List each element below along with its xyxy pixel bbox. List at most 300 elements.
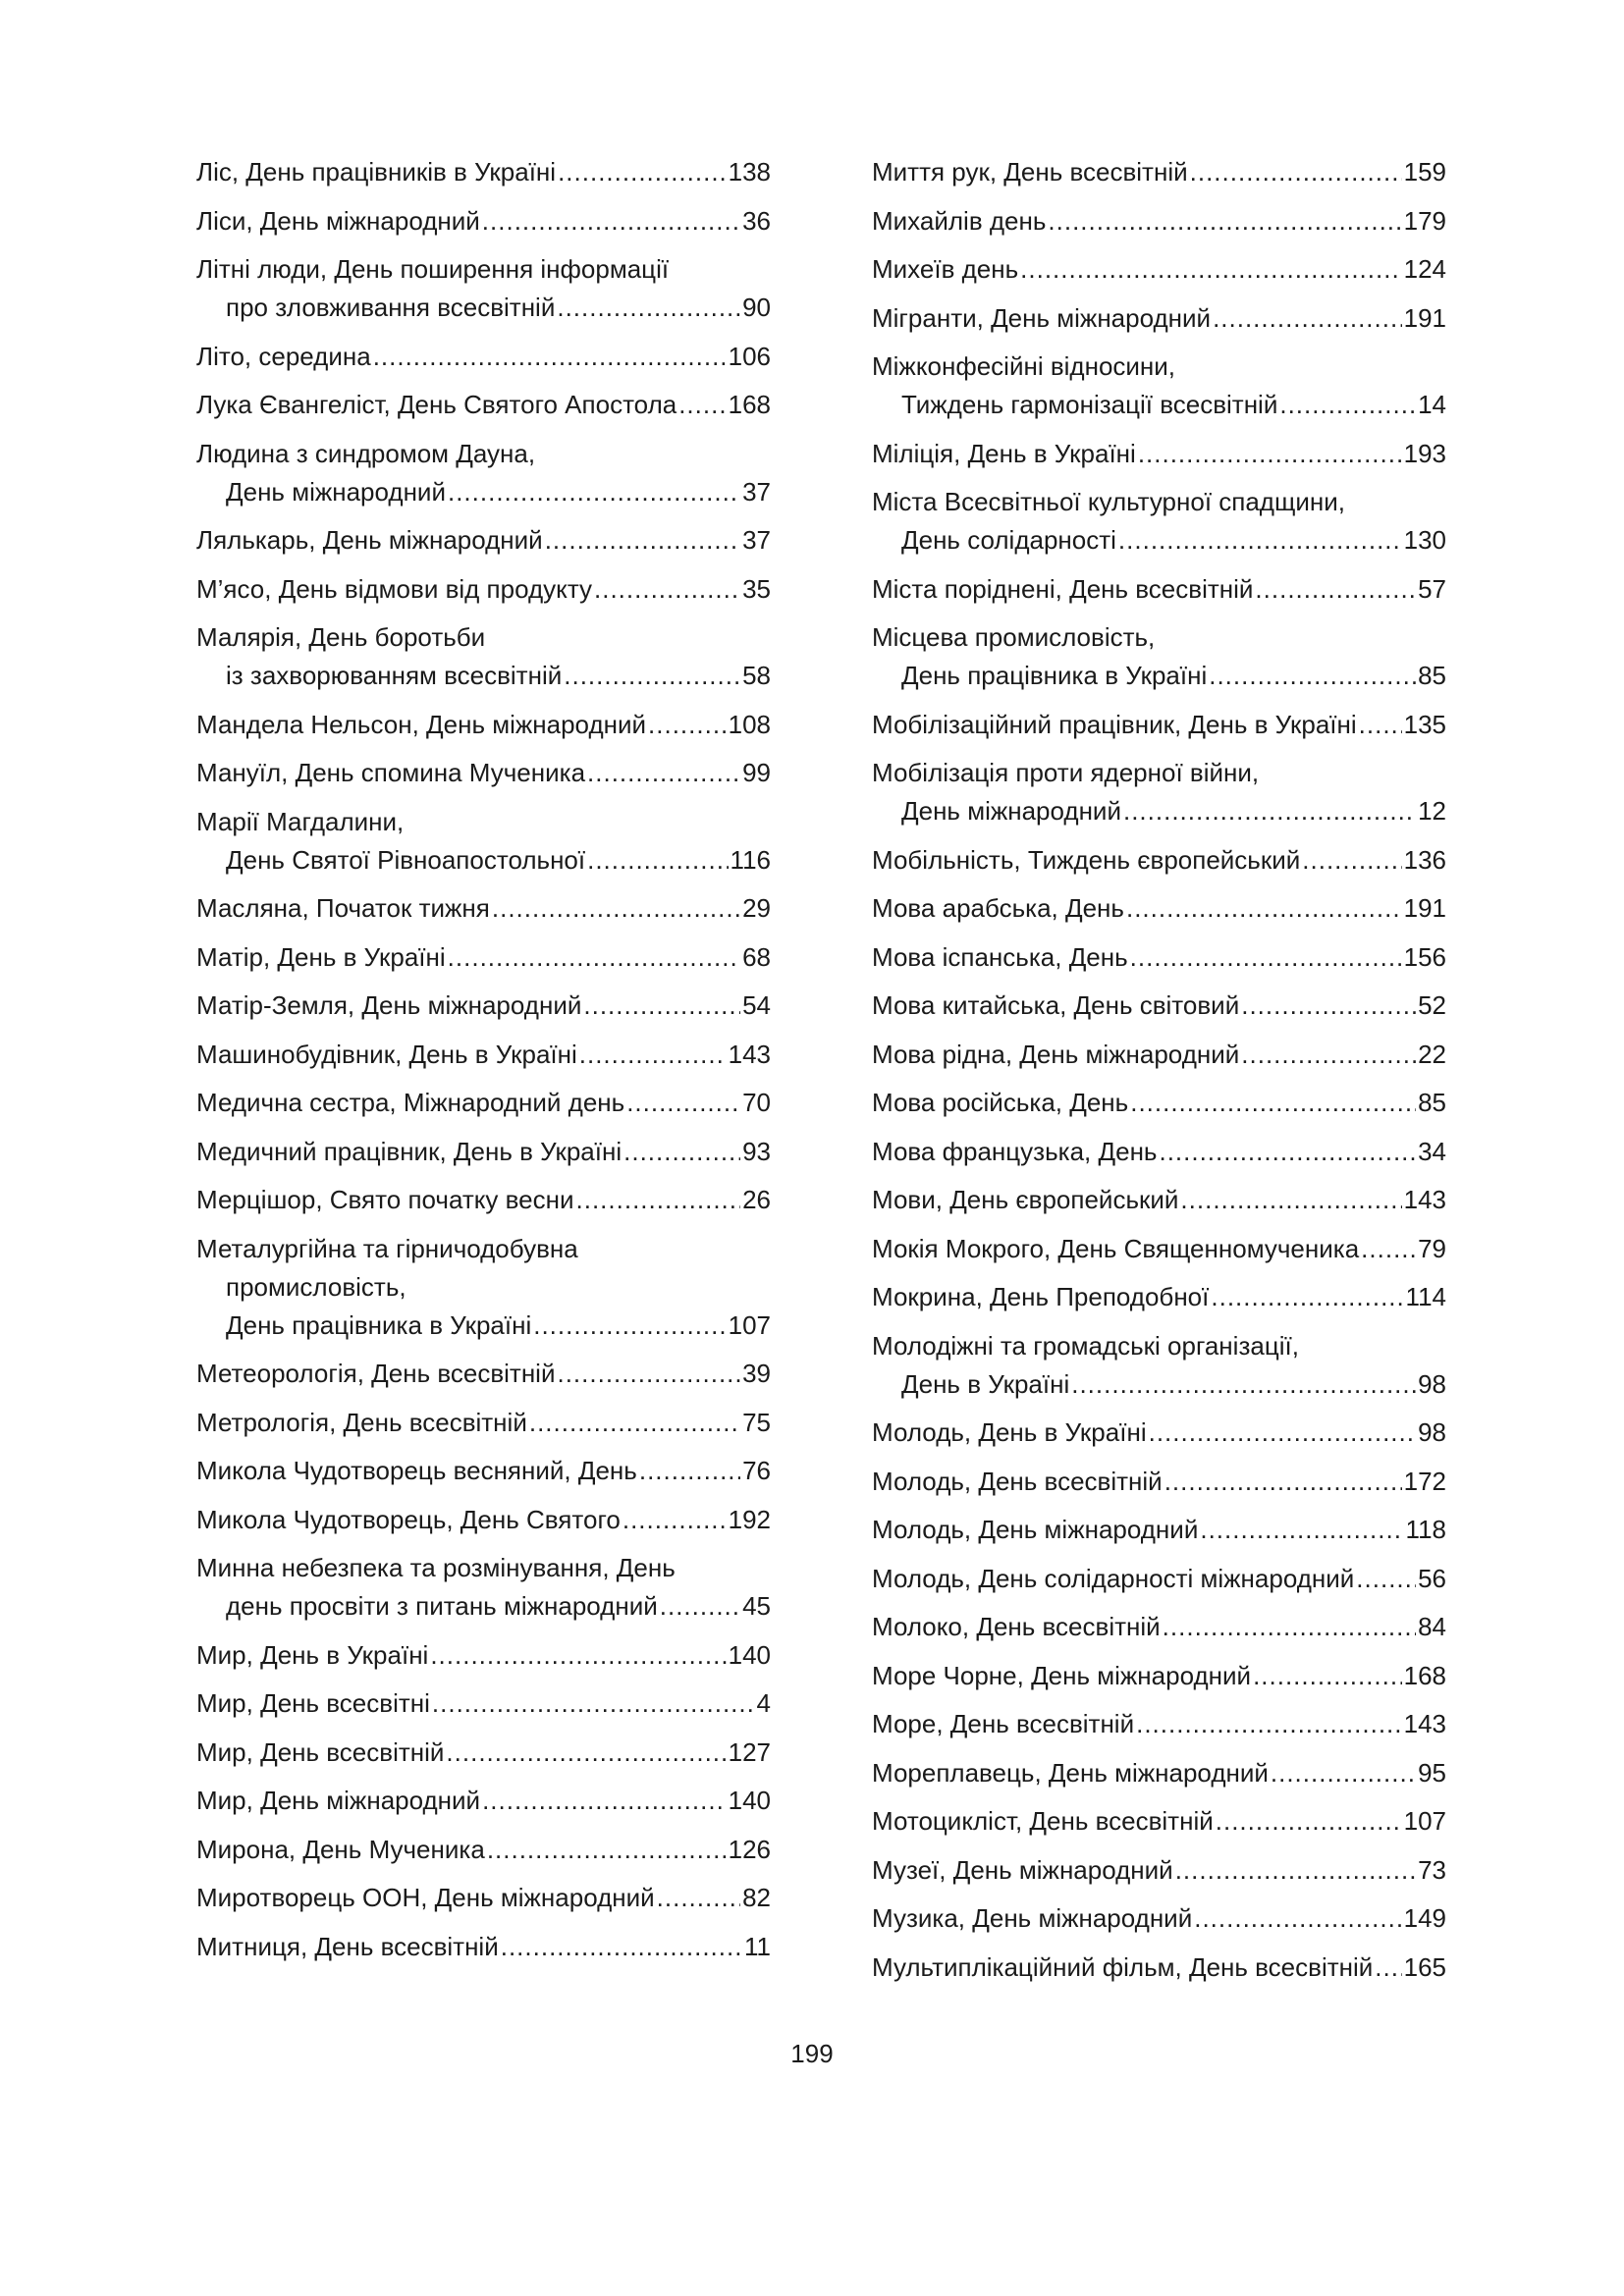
dot-leader — [587, 754, 740, 792]
entry-term: Мирона, День Мученика — [196, 1834, 485, 1864]
entry-last-line — [872, 792, 1446, 830]
entry-last-line — [872, 1414, 1446, 1452]
dot-leader — [430, 1636, 726, 1675]
entry-last-line — [872, 1084, 1446, 1122]
entry-term: Мова арабська, День — [872, 893, 1124, 923]
index-entry — [872, 1608, 1446, 1646]
entry-term: Микола Чудотворець весняний, День — [196, 1456, 637, 1485]
index-entry — [872, 1511, 1446, 1549]
index-entry — [196, 1084, 771, 1122]
entry-page-number: 98 — [1418, 1368, 1446, 1399]
entry-last-line — [196, 1036, 771, 1074]
entry-term: Машинобудівник, День в Україні — [196, 1039, 577, 1069]
entry-page-number: 39 — [742, 1359, 771, 1388]
dot-leader — [529, 1404, 740, 1442]
entry-term-line: Минна небезпека та розмінування, День — [196, 1553, 676, 1582]
entry-page-number: 37 — [742, 476, 771, 507]
entry-last-line — [196, 1181, 771, 1219]
entry-term: Миротворець ООН, День міжнародний — [196, 1883, 655, 1912]
entry-page-number: 124 — [1403, 254, 1446, 284]
index-entry — [196, 1181, 771, 1219]
entry-term: Лука Євангеліст, День Святого Апостола — [196, 390, 677, 419]
entry-term: Миття рук, День всесвітній — [872, 157, 1188, 187]
dot-leader — [594, 570, 740, 609]
index-entry — [196, 706, 771, 744]
index-entry — [196, 1230, 771, 1345]
index-entry — [196, 938, 771, 977]
dot-leader — [448, 473, 740, 511]
entry-page-number: 106 — [728, 341, 771, 371]
entry-last-line — [872, 1133, 1446, 1171]
dot-leader — [1255, 570, 1416, 609]
entry-last-line — [872, 1899, 1446, 1938]
index-entry — [196, 1684, 771, 1723]
entry-last-line — [196, 1928, 771, 1966]
entry-term: Микола Чудотворець, День Святого — [196, 1504, 621, 1534]
dot-leader — [1123, 792, 1416, 830]
entry-last-line — [872, 1463, 1446, 1501]
entry-page-number: 29 — [742, 893, 771, 923]
index-entry — [196, 250, 771, 327]
entry-term-line: Літні люди, День поширення інформації — [196, 254, 670, 284]
dot-leader — [1138, 435, 1402, 473]
entry-page-number: 114 — [1405, 1282, 1446, 1311]
entry-page-number: 57 — [1418, 573, 1446, 604]
entry-page-number: 172 — [1403, 1466, 1446, 1496]
entry-term: Тиждень гармонізації всесвітній — [901, 390, 1278, 419]
entry-term: день просвіти з питань міжнародний — [226, 1591, 658, 1621]
dot-leader — [1213, 299, 1402, 338]
entry-term: Медичний працівник, День в Україні — [196, 1136, 623, 1166]
index-entry — [872, 1949, 1446, 1987]
entry-term: День міжнародний — [226, 476, 446, 507]
entry-last-line — [196, 1636, 771, 1675]
entry-page-number: 108 — [728, 709, 771, 739]
entry-page-number: 99 — [742, 758, 771, 787]
entry-term: День в Україні — [901, 1368, 1070, 1399]
entry-term: Мир, День міжнародний — [196, 1786, 481, 1815]
entry-last-line — [872, 841, 1446, 880]
index-entry — [196, 386, 771, 424]
dot-leader — [623, 1133, 740, 1171]
entry-page-number: 35 — [742, 573, 771, 604]
dot-leader — [446, 1734, 726, 1772]
entry-last-line — [196, 1452, 771, 1490]
entry-page-number: 11 — [744, 1931, 771, 1961]
dot-leader — [1149, 1414, 1416, 1452]
dot-leader — [1359, 706, 1402, 744]
entry-last-line — [196, 1355, 771, 1393]
entry-term: Мобілізаційний працівник, День в Україні — [872, 709, 1357, 739]
entry-page-number: 143 — [1403, 1709, 1446, 1738]
entry-term-line: Місцева промисловість, — [872, 622, 1156, 652]
index-entry — [872, 938, 1446, 977]
entry-last-line — [872, 1230, 1446, 1268]
entry-term: Михайлів день — [872, 205, 1047, 236]
entry-last-line — [872, 153, 1446, 191]
entry-last-line — [196, 706, 771, 744]
entry-last-line — [872, 1608, 1446, 1646]
index-entry — [196, 202, 771, 240]
index-entry — [196, 618, 771, 695]
entry-last-line — [872, 250, 1446, 289]
entry-term: Мотоцикліст, День всесвітній — [872, 1806, 1214, 1836]
entry-term: із захворюванням всесвітній — [226, 661, 563, 690]
entry-term: Море Чорне, День міжнародний — [872, 1660, 1252, 1690]
entry-page-number: 76 — [742, 1456, 771, 1485]
dot-leader — [1209, 657, 1416, 695]
index-entry — [872, 1851, 1446, 1890]
index-entry — [872, 202, 1446, 240]
entry-last-line — [196, 386, 771, 424]
entry-last-line — [196, 754, 771, 792]
entry-page-number: 22 — [1418, 1039, 1446, 1069]
entry-term: Літо, середина — [196, 341, 371, 371]
index-entry — [872, 1705, 1446, 1743]
entry-last-line — [872, 1705, 1446, 1743]
dot-leader — [1020, 250, 1401, 289]
entry-term: Молодь, День міжнародний — [872, 1515, 1199, 1544]
entry-term: Ліси, День міжнародний — [196, 205, 480, 236]
entry-last-line — [872, 570, 1446, 609]
entry-term: Мігранти, День міжнародний — [872, 302, 1212, 333]
entry-term: Музика, День міжнародний — [872, 1903, 1193, 1933]
dot-leader — [626, 1084, 740, 1122]
entry-term: Лялькарь, День міжнародний — [196, 525, 543, 555]
dot-leader — [501, 1928, 742, 1966]
entry-term: Молоко, День всесвітній — [872, 1612, 1161, 1641]
index-entry — [872, 299, 1446, 338]
dot-leader — [1164, 1463, 1402, 1501]
dot-leader — [1271, 1754, 1416, 1792]
entry-page-number: 140 — [728, 1639, 771, 1670]
entry-page-number: 179 — [1403, 205, 1446, 236]
entry-page-number: 82 — [742, 1883, 771, 1912]
entry-term-line: Малярія, День боротьби — [196, 622, 486, 652]
entry-last-line — [196, 1133, 771, 1171]
entry-last-line — [872, 1802, 1446, 1841]
entry-page-number: 140 — [728, 1786, 771, 1815]
entry-page-number: 156 — [1403, 941, 1446, 972]
index-entry — [196, 1928, 771, 1966]
entry-page-number: 126 — [728, 1834, 771, 1864]
index-entry — [872, 570, 1446, 609]
entry-last-line — [196, 521, 771, 560]
entry-term: Михеїв день — [872, 254, 1019, 284]
entry-page-number: 136 — [1403, 844, 1446, 875]
entry-page-number: 70 — [742, 1088, 771, 1117]
dot-leader — [579, 1036, 727, 1074]
index-entry — [196, 521, 771, 560]
entry-page-number: 85 — [1418, 661, 1446, 690]
dot-leader — [1130, 1084, 1416, 1122]
entry-last-line — [196, 1734, 771, 1772]
entry-page-number: 107 — [1403, 1806, 1446, 1836]
dot-leader — [587, 841, 728, 880]
dot-leader — [545, 521, 740, 560]
entry-last-line — [196, 473, 771, 511]
entry-term: Мова французька, День — [872, 1136, 1158, 1166]
entry-term: Ліс, День працівників в Україні — [196, 157, 557, 187]
entry-term: Море, День всесвітній — [872, 1709, 1135, 1738]
entry-page-number: 34 — [1418, 1136, 1446, 1166]
entry-last-line — [196, 1782, 771, 1820]
index-entry — [196, 435, 771, 511]
entry-last-line — [196, 841, 771, 880]
entry-term: Мова російська, День — [872, 1088, 1129, 1117]
entry-last-line — [872, 1560, 1446, 1598]
entry-last-line — [196, 1831, 771, 1869]
entry-term: Міліція, День в Україні — [872, 438, 1136, 468]
entry-page-number: 130 — [1403, 525, 1446, 555]
index-entry — [872, 435, 1446, 473]
entry-term-line: Міжконфесійні відносини, — [872, 351, 1176, 381]
entry-page-number: 165 — [1403, 1951, 1446, 1982]
index-entry — [872, 1802, 1446, 1841]
index-entry — [872, 1754, 1446, 1792]
entry-last-line — [196, 1307, 771, 1345]
dot-leader — [1190, 153, 1402, 191]
entry-last-line — [872, 1278, 1446, 1316]
entry-page-number: 118 — [1405, 1515, 1446, 1544]
dot-leader — [1241, 1036, 1416, 1074]
entry-last-line — [872, 202, 1446, 240]
dot-leader — [1375, 1949, 1401, 1987]
entry-last-line — [196, 889, 771, 928]
entry-last-line — [196, 987, 771, 1025]
dot-leader — [557, 289, 740, 327]
index-entry — [196, 754, 771, 792]
entry-last-line — [872, 1949, 1446, 1987]
entry-last-line — [872, 706, 1446, 744]
index-entry — [196, 1501, 771, 1539]
dot-leader — [576, 1181, 741, 1219]
entry-term-line: Марії Магдалини, — [196, 806, 405, 836]
dot-leader — [1279, 386, 1416, 424]
page-number: 199 — [790, 2039, 834, 2068]
dot-leader — [557, 1355, 740, 1393]
dot-leader — [1118, 521, 1402, 560]
index-entry — [872, 1278, 1446, 1316]
dot-leader — [1175, 1851, 1416, 1890]
entry-term: Молодь, День всесвітній — [872, 1466, 1163, 1496]
dot-leader — [1361, 1230, 1416, 1268]
dot-leader — [657, 1879, 740, 1917]
dot-leader — [1159, 1133, 1416, 1171]
entry-term: Мова китайська, День світовий — [872, 990, 1240, 1020]
index-entry — [196, 570, 771, 609]
entry-term-line: Міста Всесвітньої культурної спадщини, — [872, 487, 1345, 516]
entry-page-number: 68 — [742, 941, 771, 972]
index-entry — [196, 1831, 771, 1869]
entry-last-line — [872, 1511, 1446, 1549]
index-entry — [196, 803, 771, 880]
entry-last-line — [872, 657, 1446, 695]
entry-page-number: 37 — [742, 525, 771, 555]
entry-term: Мир, День всесвітній — [196, 1736, 445, 1767]
index-entry — [872, 250, 1446, 289]
entry-term: Міста поріднені, День всесвітній — [872, 573, 1254, 604]
dot-leader — [1048, 202, 1401, 240]
entry-term: Матір, День в Україні — [196, 941, 446, 972]
dot-leader — [1136, 1705, 1402, 1743]
entry-last-line — [872, 938, 1446, 977]
index-entry — [872, 889, 1446, 928]
entry-term-line: Мобілізація проти ядерної війни, — [872, 758, 1260, 787]
dot-leader — [639, 1452, 740, 1490]
dot-leader — [1163, 1608, 1416, 1646]
dot-leader — [648, 706, 727, 744]
dot-leader — [1356, 1560, 1416, 1598]
index-entry — [196, 1734, 771, 1772]
dot-leader — [564, 657, 740, 695]
entry-term: Мови, День європейський — [872, 1185, 1179, 1214]
dot-leader — [1071, 1365, 1416, 1404]
index-entry — [872, 1560, 1446, 1598]
entry-term-line: промисловість, — [226, 1271, 406, 1302]
entry-page-number: 84 — [1418, 1612, 1446, 1641]
entry-term: М’ясо, День відмови від продукту — [196, 573, 593, 604]
entry-last-line — [872, 1036, 1446, 1074]
entry-term: Мануїл, День спомина Мученика — [196, 758, 586, 787]
entry-last-line — [872, 521, 1446, 560]
index-entry — [872, 706, 1446, 744]
dot-leader — [623, 1501, 727, 1539]
entry-last-line — [872, 299, 1446, 338]
entry-page-number: 149 — [1403, 1903, 1446, 1933]
entry-page-number: 193 — [1403, 438, 1446, 468]
entry-page-number: 14 — [1418, 390, 1446, 419]
entry-last-line — [196, 153, 771, 191]
entry-term: День міжнародний — [901, 796, 1121, 826]
index-entry — [872, 1230, 1446, 1268]
dot-leader — [1302, 841, 1401, 880]
index-column-left — [196, 153, 771, 1976]
entry-last-line — [196, 1501, 771, 1539]
entry-term: Мобільність, Тиждень європейський — [872, 844, 1301, 875]
dot-leader — [1126, 889, 1402, 928]
entry-last-line — [196, 1684, 771, 1723]
entry-page-number: 168 — [1403, 1660, 1446, 1690]
entry-term: Метеорологія, День всесвітній — [196, 1359, 556, 1388]
entry-page-number: 191 — [1403, 302, 1446, 333]
entry-term: Мандела Нельсон, День міжнародний — [196, 709, 647, 739]
index-entry — [196, 1036, 771, 1074]
index-entry — [872, 987, 1446, 1025]
index-entry — [872, 347, 1446, 424]
entry-page-number: 26 — [742, 1185, 771, 1214]
index-entry — [196, 1782, 771, 1820]
entry-page-number: 93 — [742, 1136, 771, 1166]
entry-term: День солідарності — [901, 525, 1116, 555]
dot-leader — [492, 889, 740, 928]
entry-page-number: 143 — [728, 1039, 771, 1069]
dot-leader — [678, 386, 726, 424]
entry-page-number: 168 — [728, 390, 771, 419]
entry-page-number: 159 — [1403, 157, 1446, 187]
entry-last-line — [872, 889, 1446, 928]
entry-last-line — [196, 289, 771, 327]
index-entry — [872, 1463, 1446, 1501]
index-entry — [872, 483, 1446, 560]
entry-last-line — [872, 1754, 1446, 1792]
entry-last-line — [196, 338, 771, 376]
entry-page-number: 127 — [728, 1736, 771, 1767]
entry-last-line — [872, 1657, 1446, 1695]
index-entry — [196, 1452, 771, 1490]
index-entry — [872, 153, 1446, 191]
entry-last-line — [196, 570, 771, 609]
entry-last-line — [196, 938, 771, 977]
entry-last-line — [872, 1851, 1446, 1890]
entry-last-line — [872, 435, 1446, 473]
index-entry — [872, 1036, 1446, 1074]
dot-leader — [1241, 987, 1416, 1025]
index-entry — [196, 1133, 771, 1171]
dot-leader — [583, 987, 740, 1025]
entry-last-line — [196, 1879, 771, 1917]
entry-last-line — [196, 1084, 771, 1122]
entry-term-line: Металургійна та гірничодобувна — [196, 1233, 578, 1263]
entry-page-number: 12 — [1418, 796, 1446, 826]
entry-term: Молодь, День солідарності міжнародний — [872, 1563, 1355, 1593]
entry-term-line: Молодіжні та громадські організації, — [872, 1330, 1299, 1361]
index-entry — [872, 1899, 1446, 1938]
entry-term: Метрологія, День всесвітній — [196, 1407, 527, 1437]
entry-last-line — [196, 202, 771, 240]
dot-leader — [1253, 1657, 1402, 1695]
dot-leader — [1130, 938, 1402, 977]
index-entry — [196, 1404, 771, 1442]
entry-page-number: 138 — [728, 157, 771, 187]
dot-leader — [448, 938, 740, 977]
dot-leader — [660, 1587, 740, 1626]
entry-page-number: 79 — [1418, 1233, 1446, 1263]
index-entry — [872, 841, 1446, 880]
dot-leader — [1180, 1181, 1401, 1219]
dot-leader — [1194, 1899, 1401, 1938]
dot-leader — [533, 1307, 726, 1345]
entry-page-number: 143 — [1403, 1185, 1446, 1214]
index-entry — [196, 889, 771, 928]
index-entry — [196, 1636, 771, 1675]
index-entry — [196, 153, 771, 191]
entry-term: Мова рідна, День міжнародний — [872, 1039, 1240, 1069]
dot-leader — [1216, 1802, 1402, 1841]
entry-page-number: 107 — [728, 1309, 771, 1340]
entry-last-line — [196, 657, 771, 695]
entry-page-number: 85 — [1418, 1088, 1446, 1117]
entry-page-number: 45 — [742, 1591, 771, 1621]
index-entry — [196, 338, 771, 376]
entry-last-line — [872, 987, 1446, 1025]
entry-page-number: 116 — [730, 844, 771, 875]
entry-term: Митниця, День всесвітній — [196, 1931, 499, 1961]
entry-page-number: 58 — [742, 661, 771, 690]
entry-term: Медична сестра, Міжнародний день — [196, 1088, 625, 1117]
dot-leader — [1200, 1511, 1403, 1549]
entry-last-line — [196, 1404, 771, 1442]
dot-leader — [1211, 1278, 1403, 1316]
entry-page-number: 135 — [1403, 709, 1446, 739]
entry-term: Музеї, День міжнародний — [872, 1854, 1173, 1885]
entry-last-line — [196, 1587, 771, 1626]
entry-page-number: 4 — [756, 1688, 771, 1718]
entry-term: День працівника в Україні — [901, 661, 1208, 690]
entry-last-line — [872, 386, 1446, 424]
index-entry — [872, 1084, 1446, 1122]
entry-page-number: 36 — [742, 205, 771, 236]
